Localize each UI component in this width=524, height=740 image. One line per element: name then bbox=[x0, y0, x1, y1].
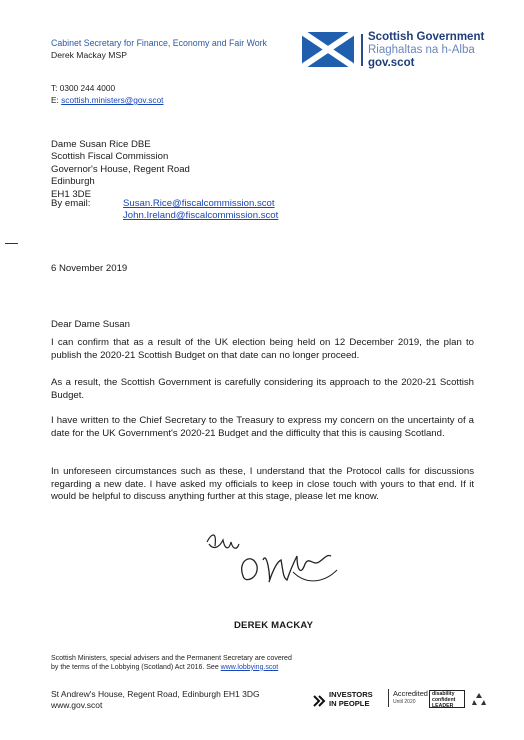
iip-line2: IN PEOPLE bbox=[329, 699, 370, 708]
lobbying-text: Scottish Ministers, special advisers and the Permanent Secretary are covered by the terms of the Lobbying (Scotland) Act 2016. See bbox=[51, 655, 292, 671]
body-paragraph: I can confirm that as a result of the UK election being held on 12 December 2019, the plan to publish the 2020-21 Scottish Budget on that date can no longer proceed. bbox=[51, 337, 474, 361]
recipient-address bbox=[51, 139, 190, 201]
recipient-email-link[interactable]: John.Ireland@fiscalcommission.scot bbox=[123, 210, 279, 222]
body-paragraph: In unforeseen circumstances such as these, I understand that the Protocol calls for discussions regarding a new date. I have asked my officials to keep in close touch with yours to that end. If it would be helpful to discuss anything further at this stage, please let me know. bbox=[51, 466, 474, 503]
contact-email-row bbox=[51, 95, 164, 105]
iip-line1: INVESTORS bbox=[329, 690, 373, 699]
salutation: Dear Dame Susan bbox=[51, 319, 130, 330]
body-paragraph: I have written to the Chief Secretary to the Treasury to express my concern on the uncertainty of a date for the UK Government's 2020-21 Budget and the difficulty that this is causing Scotland. bbox=[51, 415, 474, 439]
body-paragraph: As a result, the Scottish Government is carefully considering its approach to the 2020-21 Scottish Budget. bbox=[51, 377, 474, 401]
logo-wordmark bbox=[368, 31, 484, 70]
logo-line-web: gov.scot bbox=[368, 57, 415, 69]
dc-line1: disability bbox=[432, 691, 455, 697]
scottish-government-logo bbox=[302, 30, 512, 72]
recycle-icon bbox=[471, 691, 487, 707]
lobbying-notice bbox=[51, 655, 301, 672]
recipient-line: Governor's House, Regent Road bbox=[51, 163, 190, 175]
sender-title: Cabinet Secretary for Finance, Economy and Fair Work bbox=[51, 38, 267, 48]
dc-line2: confident bbox=[432, 697, 456, 703]
footer-website: www.gov.scot bbox=[51, 700, 103, 710]
saltire-flag-icon bbox=[302, 32, 354, 67]
recipient-emails bbox=[123, 198, 278, 223]
disability-confident-badge bbox=[429, 690, 465, 708]
logo-line-english: Scottish Government bbox=[368, 31, 485, 43]
accredited-sub: Until 2020 bbox=[393, 699, 416, 705]
logo-divider bbox=[361, 34, 363, 66]
letter-date: 6 November 2019 bbox=[51, 263, 128, 274]
recipient-line: Scottish Fiscal Commission bbox=[51, 151, 169, 163]
recipient-line: Dame Susan Rice DBE bbox=[51, 139, 151, 150]
accredited-badge bbox=[388, 689, 428, 707]
contact-phone: T: 0300 244 4000 bbox=[51, 83, 116, 93]
contact-email-prefix: E: bbox=[51, 95, 62, 105]
accredited-label: Accredited bbox=[393, 689, 428, 698]
recipient-line: EH1 3DE bbox=[51, 188, 91, 200]
by-email-label: By email: bbox=[51, 198, 91, 209]
lobbying-link[interactable]: www.lobbying.scot bbox=[220, 663, 279, 671]
dc-line3: LEADER bbox=[432, 703, 454, 709]
signatory-name: DEREK MACKAY bbox=[234, 620, 314, 631]
recipient-line: Edinburgh bbox=[51, 176, 95, 188]
fold-mark bbox=[5, 243, 18, 244]
footer-address-block bbox=[51, 689, 260, 711]
recipient-email-link[interactable]: Susan.Rice@fiscalcommission.scot bbox=[123, 198, 275, 209]
accreditation-badges bbox=[312, 688, 512, 718]
footer-address: St Andrew's House, Regent Road, Edinburgh EH1 3DG bbox=[51, 689, 260, 699]
investors-in-people-icon bbox=[312, 694, 326, 708]
logo-line-gaelic: Riaghaltas na h-Alba bbox=[368, 44, 475, 56]
sender-name: Derek Mackay MSP bbox=[51, 50, 127, 60]
contact-email-link[interactable]: scottish.ministers@gov.scot bbox=[61, 95, 164, 105]
handwritten-signature bbox=[197, 520, 347, 598]
